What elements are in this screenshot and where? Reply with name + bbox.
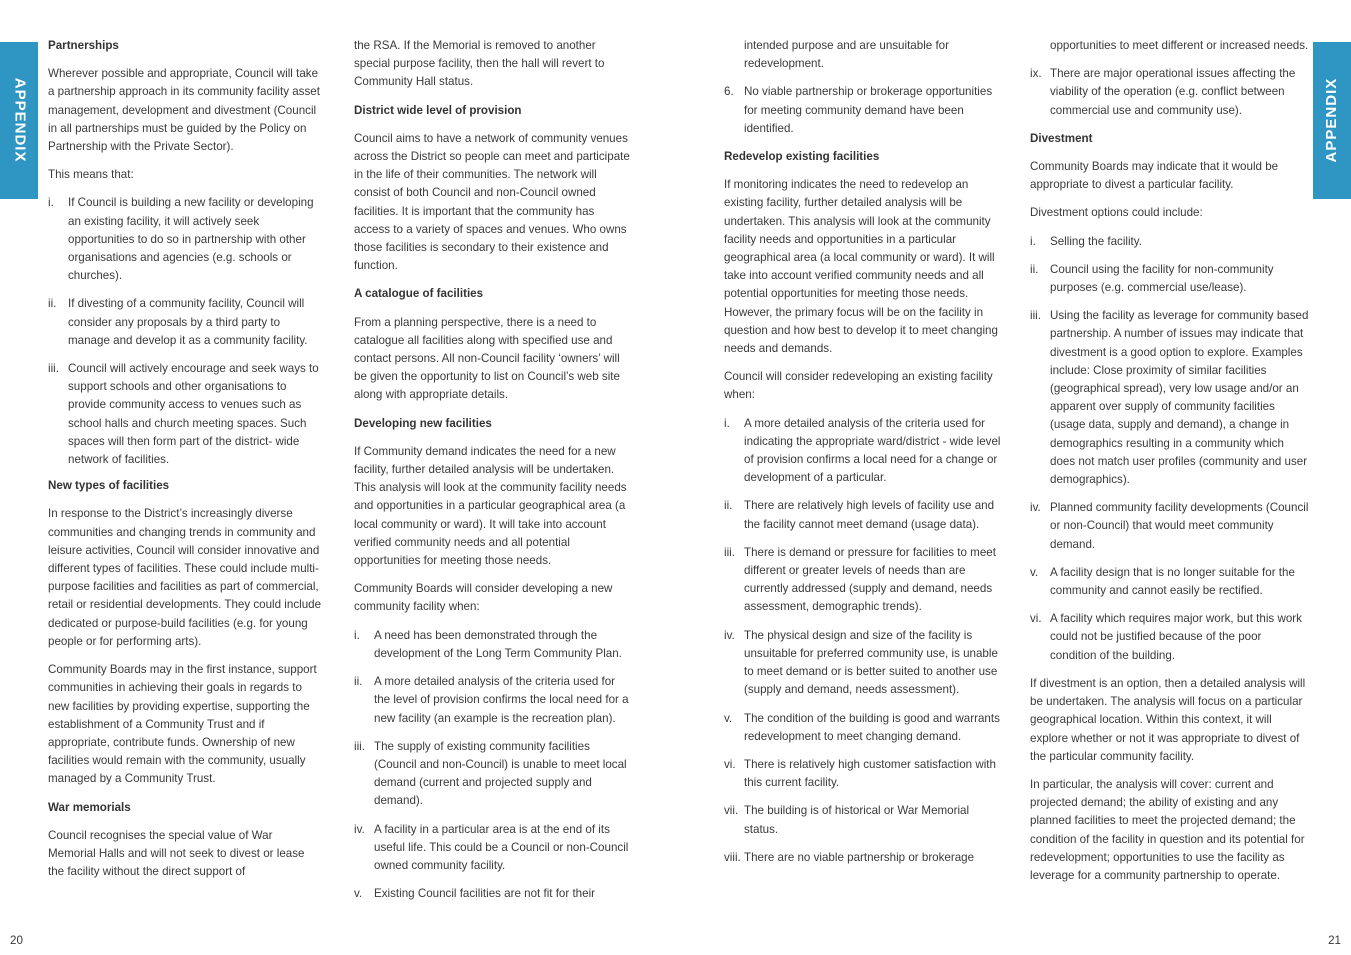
list-item xyxy=(1030,499,1310,554)
list-number: ii. xyxy=(354,675,363,689)
list-item xyxy=(724,627,1002,700)
list-item xyxy=(1030,610,1310,665)
paragraph: In response to the District’s increasingly diverse communities and changing trends in community and leisure activities, Council will consider innovative and different types of facilities. These could include multi-purpose facilities and facilities as part of commercial, retail or residential developments. They could include dedicated or purpose-build facilities (e.g. for young people or for performing arts). xyxy=(48,507,322,648)
list-number: iii. xyxy=(724,545,735,559)
list-text: A facility which requires major work, but this work could not be justified because of the poor condition of the building. xyxy=(1050,612,1302,662)
list-text: There are relatively high levels of facility use and the facility cannot meet demand (usage data). xyxy=(744,499,995,531)
list-number: i. xyxy=(724,416,730,430)
list-number: iv. xyxy=(354,822,365,836)
list-item xyxy=(354,885,632,903)
list-text: No viable partnership or brokerage opportunities for meeting community demand have been identified. xyxy=(744,85,993,135)
list-number: ii. xyxy=(1030,262,1039,276)
section-heading-divestment: Divestment xyxy=(1030,131,1093,145)
list-item xyxy=(724,849,1002,867)
list-number: i. xyxy=(354,628,360,642)
list-item xyxy=(724,415,1002,488)
section-heading-developing: Developing new facilities xyxy=(354,416,492,430)
list-text: There is demand or pressure for facilities to meet different or greater levels of needs than are currently addressed (supply and demand, needs assessment, demographic trends). xyxy=(744,545,996,614)
list-text: The supply of existing community facilities (Council and non-Council) is unable to meet local demand (current and projected supply and demand). xyxy=(374,739,627,808)
list-item xyxy=(354,627,632,663)
list-item xyxy=(48,194,323,285)
list-text: A facility design that is no longer suitable for the community and cannot easily be rectified. xyxy=(1050,565,1295,598)
list-item xyxy=(724,497,1002,533)
list-text: If Council is building a new facility or developing an existing facility, it will actively seek opportunities to do so in partnership with other organisations and agencies (e.g. schools or churches). xyxy=(68,196,314,283)
list-number: vii. xyxy=(724,804,739,818)
paragraph: Community Boards may in the first instance, support communities in achieving their goals in regards to new facilities by providing expertise, supporting the establishment of a Community Trust and if appropriate, contribute funds. Ownership of new facilities would remain with the community, usually managed by a Community Trust. xyxy=(48,663,317,786)
list-text: Using the facility as leverage for community based partnership. A number of issues may indicate that divestment is a good option to explore. Examples include: Close proximity of similar facilities (geographical spread), very low usage and/or an apparent over supply of community facilities (usage data, supply and demand), a change in demographics resulting in a community which does not match user profiles (community and user demographics). xyxy=(1050,309,1309,487)
list-number: v. xyxy=(724,711,733,725)
list-item xyxy=(354,673,632,728)
paragraph: Council will consider redeveloping an existing facility when: xyxy=(724,370,993,402)
list-text: There is relatively high customer satisfaction with this current facility. xyxy=(744,757,996,790)
list-item xyxy=(1030,65,1310,120)
list-number: iv. xyxy=(1030,501,1041,515)
list-number: iii. xyxy=(48,362,59,376)
list-item xyxy=(48,360,323,469)
list-text: Council will actively encourage and seek ways to support schools and other organisations to provide community access to venues such as school halls and church meeting spaces. Such spaces will then form part of the district- wide network of facilities. xyxy=(68,362,319,467)
list-text: There are no viable partnership or brokerage xyxy=(744,850,975,864)
list-text: The condition of the building is good and warrants redevelopment to meet changing demand. xyxy=(744,711,1000,743)
paragraph: In particular, the analysis will cover: current and projected demand; the ability of existing and any planned facilities to meet the projected demand; the condition of the facility in question and its potential for redevelopment; opportunities to use the facility as leverage for a community partnership to operate. xyxy=(1030,777,1305,882)
list-text: A more detailed analysis of the criteria used for indicating the appropriate ward/district - wide level of provision confirms a local need for a change or development of a particular. xyxy=(744,416,1001,485)
paragraph: Community Boards will consider developing a new community facility when: xyxy=(354,582,613,614)
page-number-left: 20 xyxy=(10,934,23,947)
list-number: iii. xyxy=(1030,309,1041,323)
list-item xyxy=(354,821,632,876)
page-number-right: 21 xyxy=(1328,934,1341,947)
section-heading-catalogue: A catalogue of facilities xyxy=(354,287,484,301)
paragraph: Council recognises the special value of War Memorial Halls and will not seek to divest or lease the facility without the direct support of xyxy=(48,828,305,879)
list-text: If divesting of a community facility, Council will consider any proposals by a third party to manage and develop it as a community facility. xyxy=(68,297,308,347)
column-3 xyxy=(724,37,1002,877)
list-item xyxy=(1030,261,1310,297)
list-item xyxy=(724,802,1002,838)
list-text: A more detailed analysis of the criteria used for the level of provision confirms the local need for a new facility (an example is the recreation plan). xyxy=(374,675,629,725)
section-heading-war-memorials: War memorials xyxy=(48,800,131,814)
paragraph: If Community demand indicates the need for a new facility, further detailed analysis will be undertaken. This analysis will look at the community facility needs and opportunities in a particular geographical area (a local community or ward). It will take into account verified community needs and all potential opportunities for meeting those needs. xyxy=(354,444,627,568)
paragraph: If divestment is an option, then a detailed analysis will be undertaken. The analysis will focus on a particular geographical location. Within this context, it will explore whether or not it was appropriate to divest of the particular community facility. xyxy=(1030,676,1306,763)
list-item xyxy=(724,83,1002,138)
list-number: vi. xyxy=(724,757,736,771)
list-text: The physical design and size of the facility is unsuitable for preferred community use, is unable to meet demand or is better suited to another use (supply and demand, needs assessment). xyxy=(744,628,998,697)
list-number: viii. xyxy=(724,850,741,864)
list-item xyxy=(724,756,1002,792)
appendix-tab-label: APPENDIX xyxy=(11,78,29,163)
paragraph: the RSA. If the Memorial is removed to another special purpose facility, then the hall will revert to Community Hall status. xyxy=(354,39,605,89)
list-continuation: intended purpose and are unsuitable for redevelopment. xyxy=(744,39,949,71)
paragraph: If monitoring indicates the need to redevelop an existing facility, further detailed analysis will be undertaken. This analysis will look at the community facility needs and opportunities in a particular geographical area (a local community or ward). It will take into account verified community needs and all potential opportunities for meeting those needs. However, the primary focus will be on the facility in question and how best to develop it to meet changing needs and demands. xyxy=(724,178,998,356)
list-item xyxy=(1030,233,1310,251)
list-number: ii. xyxy=(724,499,733,513)
list-item xyxy=(1030,564,1310,600)
list-number: i. xyxy=(48,196,54,210)
column-2 xyxy=(354,37,632,913)
list-text: A facility in a particular area is at the end of its useful life. This could be a Council or non-Council owned community facility. xyxy=(374,822,629,872)
list-text: A need has been demonstrated through the development of the Long Term Community Plan. xyxy=(374,628,622,660)
list-text: Planned community facility developments (Council or non-Council) that would meet community demand. xyxy=(1050,501,1309,551)
list-number: 6. xyxy=(724,85,734,99)
section-heading-district-wide: District wide level of provision xyxy=(354,103,522,117)
paragraph: Wherever possible and appropriate, Council will take a partnership approach in its community facility asset management, development and divestment (Council in all partnerships must be guided by the Policy on Partnership with the Private Sector). xyxy=(48,67,320,154)
list-text: The building is of historical or War Memorial status. xyxy=(744,804,970,836)
paragraph: Council aims to have a network of community venues across the District so people can meet and participate in the life of their communities. The network will consist of both Council and non-Council owned facilities. It is important that the community has access to a variety of spaces and venues. Who owns those facilities is secondary to their existence and function. xyxy=(354,131,630,273)
column-4 xyxy=(1030,37,1310,895)
paragraph: Community Boards may indicate that it would be appropriate to divest a particular facility. xyxy=(1030,160,1279,192)
list-item xyxy=(1030,307,1310,489)
list-item xyxy=(724,544,1002,617)
list-text: There are major operational issues affecting the viability of the operation (e.g. conflict between commercial use and community use). xyxy=(1050,67,1296,117)
paragraph: This means that: xyxy=(48,168,134,182)
appendix-tab-right xyxy=(1313,42,1351,199)
list-number: v. xyxy=(1030,565,1039,579)
list-item xyxy=(724,710,1002,746)
paragraph: From a planning perspective, there is a need to catalogue all facilities along with specified use and contact persons. All non-Council facility ‘owners’ will be given the opportunity to list on Council’s web site along with appropriate details. xyxy=(354,315,620,402)
list-number: i. xyxy=(1030,234,1036,248)
list-text: Council using the facility for non-community purposes (e.g. commercial use/lease). xyxy=(1050,262,1274,295)
column-1 xyxy=(48,37,323,891)
list-text: Existing Council facilities are not fit for their xyxy=(374,887,596,901)
paragraph: Divestment options could include: xyxy=(1030,206,1203,220)
list-number: v. xyxy=(354,887,363,901)
list-item xyxy=(48,295,323,350)
appendix-tab-label: APPENDIX xyxy=(1322,78,1340,163)
list-number: vi. xyxy=(1030,612,1042,626)
list-item xyxy=(354,738,632,811)
list-number: iv. xyxy=(724,628,735,642)
list-number: iii. xyxy=(354,739,365,753)
appendix-tab-left xyxy=(0,42,38,199)
section-heading-redevelop: Redevelop existing facilities xyxy=(724,150,880,164)
section-heading-new-types: New types of facilities xyxy=(48,479,170,493)
list-number: ix. xyxy=(1030,67,1042,81)
section-heading-partnerships: Partnerships xyxy=(48,39,119,52)
list-continuation: opportunities to meet different or increased needs. xyxy=(1050,39,1309,52)
list-number: ii. xyxy=(48,297,57,311)
list-text: Selling the facility. xyxy=(1050,234,1142,248)
